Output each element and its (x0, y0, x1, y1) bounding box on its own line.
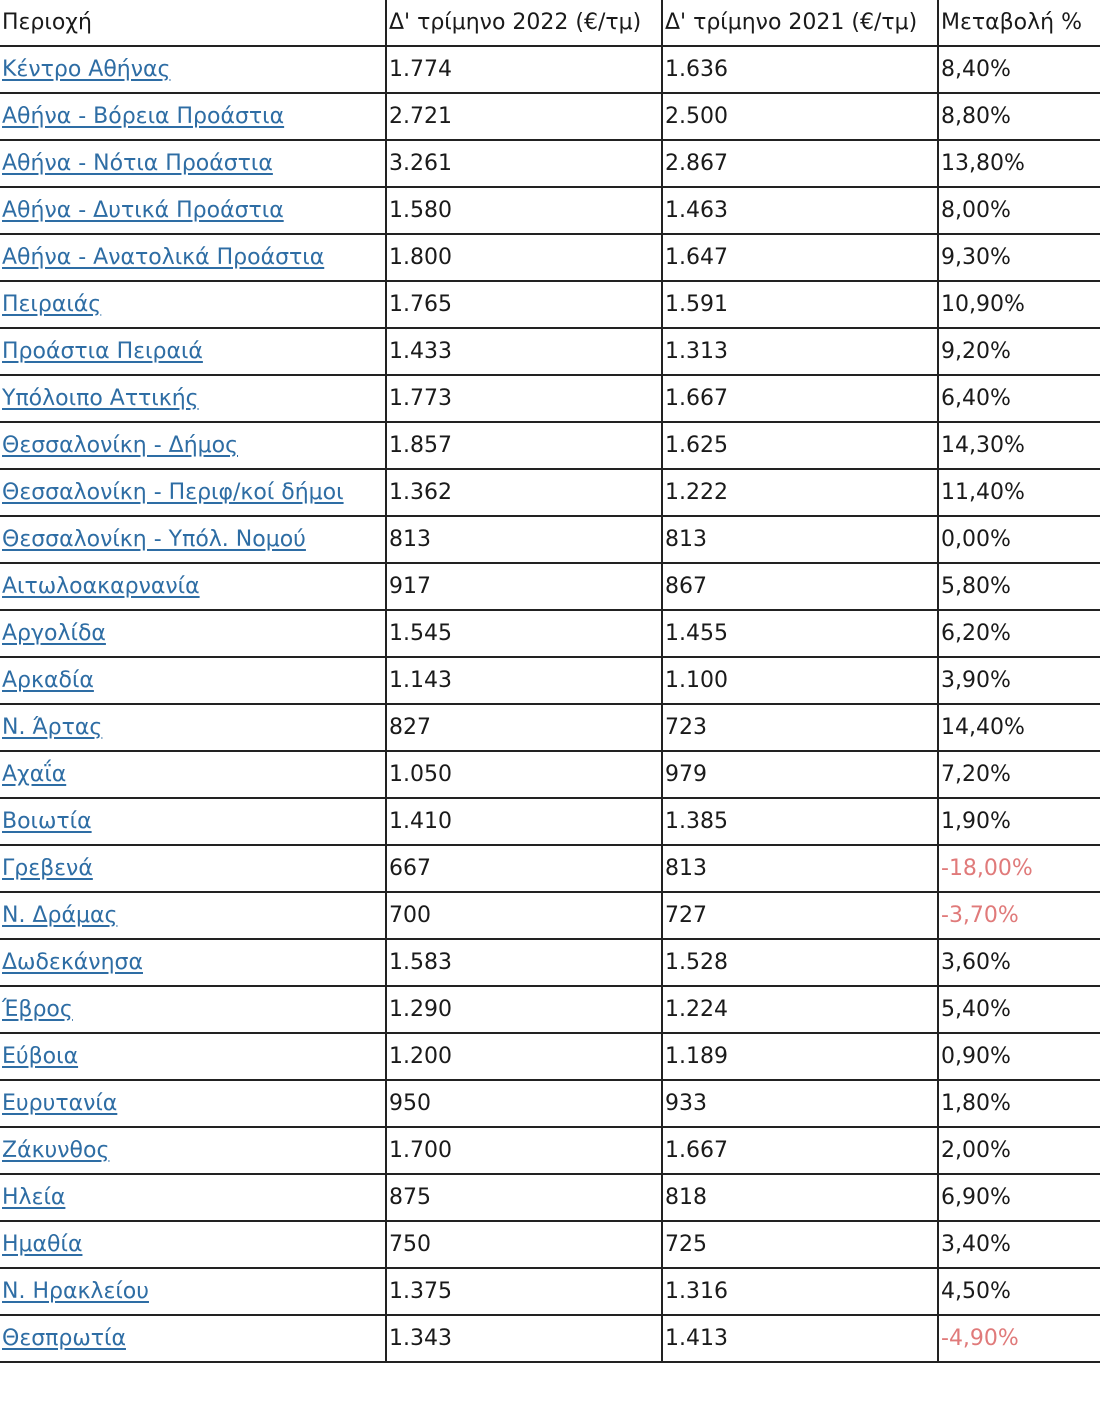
change-cell: 8,00% (938, 187, 1100, 234)
region-link[interactable]: Γρεβενά (2, 856, 93, 881)
table-row (0, 469, 1100, 516)
region-link[interactable]: Δωδεκάνησα (2, 950, 143, 975)
region-cell (0, 469, 386, 516)
header-q2021: Δ' τρίμηνο 2021 (€/τμ) (662, 0, 938, 46)
q2022-cell: 1.774 (386, 46, 662, 93)
region-cell (0, 1315, 386, 1362)
region-cell (0, 93, 386, 140)
q2021-cell: 1.463 (662, 187, 938, 234)
table-row (0, 187, 1100, 234)
header-row (0, 0, 1100, 46)
change-cell: 4,50% (938, 1268, 1100, 1315)
change-cell: 8,80% (938, 93, 1100, 140)
q2021-cell: 1.313 (662, 328, 938, 375)
region-link[interactable]: Προάστια Πειραιά (2, 339, 203, 364)
change-cell: 5,80% (938, 563, 1100, 610)
region-link[interactable]: Ν. Ηρακλείου (2, 1279, 149, 1304)
q2021-cell: 1.667 (662, 375, 938, 422)
table-row (0, 234, 1100, 281)
table-row (0, 657, 1100, 704)
change-cell: 6,20% (938, 610, 1100, 657)
table-row (0, 1268, 1100, 1315)
q2022-cell: 1.800 (386, 234, 662, 281)
q2021-cell: 1.647 (662, 234, 938, 281)
q2021-cell: 1.189 (662, 1033, 938, 1080)
table-row (0, 516, 1100, 563)
q2022-cell: 667 (386, 845, 662, 892)
region-cell (0, 1033, 386, 1080)
table-row (0, 704, 1100, 751)
region-cell (0, 187, 386, 234)
table-header (0, 0, 1100, 46)
q2022-cell: 1.375 (386, 1268, 662, 1315)
table-row (0, 140, 1100, 187)
region-cell (0, 939, 386, 986)
region-cell (0, 328, 386, 375)
table-row (0, 93, 1100, 140)
table-row (0, 1080, 1100, 1127)
table-row (0, 986, 1100, 1033)
region-link[interactable]: Θεσπρωτία (2, 1326, 126, 1351)
q2022-cell: 1.200 (386, 1033, 662, 1080)
region-cell (0, 1174, 386, 1221)
region-cell (0, 1080, 386, 1127)
region-link[interactable]: Ημαθία (2, 1232, 83, 1257)
q2022-cell: 700 (386, 892, 662, 939)
q2022-cell: 1.410 (386, 798, 662, 845)
table-row (0, 892, 1100, 939)
change-cell: 13,80% (938, 140, 1100, 187)
change-cell: 1,80% (938, 1080, 1100, 1127)
region-cell (0, 751, 386, 798)
change-cell: -18,00% (938, 845, 1100, 892)
region-cell (0, 281, 386, 328)
region-cell (0, 657, 386, 704)
q2021-cell: 1.528 (662, 939, 938, 986)
change-cell: 11,40% (938, 469, 1100, 516)
region-cell (0, 798, 386, 845)
q2021-cell: 813 (662, 516, 938, 563)
header-q2022: Δ' τρίμηνο 2022 (€/τμ) (386, 0, 662, 46)
q2021-cell: 1.385 (662, 798, 938, 845)
region-cell (0, 516, 386, 563)
change-cell: 6,40% (938, 375, 1100, 422)
q2022-cell: 1.773 (386, 375, 662, 422)
q2022-cell: 875 (386, 1174, 662, 1221)
change-cell: -4,90% (938, 1315, 1100, 1362)
region-link[interactable]: Θεσσαλονίκη - Υπόλ. Νομού (2, 527, 306, 552)
region-cell (0, 563, 386, 610)
q2021-cell: 1.222 (662, 469, 938, 516)
q2022-cell: 1.580 (386, 187, 662, 234)
q2022-cell: 1.343 (386, 1315, 662, 1362)
q2021-cell: 1.455 (662, 610, 938, 657)
region-cell (0, 1127, 386, 1174)
region-cell (0, 704, 386, 751)
q2021-cell: 979 (662, 751, 938, 798)
header-change: Μεταβολή % (938, 0, 1100, 46)
region-cell (0, 375, 386, 422)
change-cell: 8,40% (938, 46, 1100, 93)
q2021-cell: 1.625 (662, 422, 938, 469)
q2022-cell: 2.721 (386, 93, 662, 140)
q2021-cell: 1.591 (662, 281, 938, 328)
change-cell: 0,90% (938, 1033, 1100, 1080)
change-cell: 5,40% (938, 986, 1100, 1033)
region-link[interactable]: Θεσσαλονίκη - Περιφ/κοί δήμοι (2, 480, 344, 505)
table-row (0, 751, 1100, 798)
table-row (0, 610, 1100, 657)
q2022-cell: 1.433 (386, 328, 662, 375)
table-row (0, 563, 1100, 610)
change-cell: 0,00% (938, 516, 1100, 563)
q2021-cell: 725 (662, 1221, 938, 1268)
region-link[interactable]: Θεσσαλονίκη - Δήμος (2, 433, 239, 458)
table-row (0, 1174, 1100, 1221)
q2022-cell: 1.050 (386, 751, 662, 798)
q2021-cell: 1.100 (662, 657, 938, 704)
region-link[interactable]: Αθήνα - Δυτικά Προάστια (2, 198, 284, 223)
change-cell: 3,90% (938, 657, 1100, 704)
q2021-cell: 2.867 (662, 140, 938, 187)
q2022-cell: 1.362 (386, 469, 662, 516)
q2022-cell: 1.290 (386, 986, 662, 1033)
change-cell: 6,90% (938, 1174, 1100, 1221)
region-cell (0, 986, 386, 1033)
region-link[interactable]: Κέντρο Αθήνας (2, 57, 171, 82)
region-link[interactable]: Αιτωλοακαρνανία (2, 574, 200, 599)
q2021-cell: 723 (662, 704, 938, 751)
region-link[interactable]: Εύβοια (2, 1044, 79, 1069)
region-link[interactable]: Πειραιάς (2, 292, 102, 317)
q2021-cell: 1.636 (662, 46, 938, 93)
q2021-cell: 818 (662, 1174, 938, 1221)
region-cell (0, 234, 386, 281)
change-cell: 14,30% (938, 422, 1100, 469)
q2021-cell: 2.500 (662, 93, 938, 140)
q2022-cell: 917 (386, 563, 662, 610)
q2022-cell: 1.700 (386, 1127, 662, 1174)
q2021-cell: 727 (662, 892, 938, 939)
region-link[interactable]: Έβρος (2, 997, 73, 1022)
region-cell (0, 1268, 386, 1315)
region-link[interactable]: Ζάκυνθος (2, 1138, 110, 1163)
q2021-cell: 1.316 (662, 1268, 938, 1315)
header-region: Περιοχή (0, 0, 386, 46)
q2021-cell: 1.224 (662, 986, 938, 1033)
q2022-cell: 950 (386, 1080, 662, 1127)
table-row (0, 375, 1100, 422)
region-link[interactable]: Αργολίδα (2, 621, 106, 646)
region-link[interactable]: Βοιωτία (2, 809, 92, 834)
change-cell: 9,20% (938, 328, 1100, 375)
region-cell (0, 46, 386, 93)
region-cell (0, 422, 386, 469)
change-cell: 3,60% (938, 939, 1100, 986)
table-row (0, 939, 1100, 986)
q2022-cell: 3.261 (386, 140, 662, 187)
change-cell: 9,30% (938, 234, 1100, 281)
q2022-cell: 1.857 (386, 422, 662, 469)
region-link[interactable]: Αθήνα - Νότια Προάστια (2, 151, 273, 176)
table-row (0, 1315, 1100, 1362)
region-link[interactable]: Ν. Δράμας (2, 903, 118, 928)
region-link[interactable]: Ηλεία (2, 1185, 66, 1210)
q2022-cell: 1.143 (386, 657, 662, 704)
region-link[interactable]: Ν. Άρτας (2, 715, 103, 740)
table-row (0, 422, 1100, 469)
region-link[interactable]: Ευρυτανία (2, 1091, 118, 1116)
q2022-cell: 813 (386, 516, 662, 563)
table-row (0, 845, 1100, 892)
change-cell: 2,00% (938, 1127, 1100, 1174)
q2021-cell: 933 (662, 1080, 938, 1127)
table-row (0, 328, 1100, 375)
change-cell: 7,20% (938, 751, 1100, 798)
region-link[interactable]: Αρκαδία (2, 668, 94, 693)
table-row (0, 1221, 1100, 1268)
q2022-cell: 1.765 (386, 281, 662, 328)
q2021-cell: 813 (662, 845, 938, 892)
q2021-cell: 1.413 (662, 1315, 938, 1362)
table-row (0, 1033, 1100, 1080)
change-cell: -3,70% (938, 892, 1100, 939)
region-cell (0, 1221, 386, 1268)
region-cell (0, 140, 386, 187)
q2022-cell: 750 (386, 1221, 662, 1268)
region-link[interactable]: Υπόλοιπο Αττικής (2, 386, 199, 411)
q2021-cell: 867 (662, 563, 938, 610)
table-row (0, 1127, 1100, 1174)
table-row (0, 46, 1100, 93)
change-cell: 3,40% (938, 1221, 1100, 1268)
q2022-cell: 1.545 (386, 610, 662, 657)
table-row (0, 798, 1100, 845)
change-cell: 1,90% (938, 798, 1100, 845)
table-row (0, 281, 1100, 328)
table-body (0, 46, 1100, 1362)
region-link[interactable]: Αθήνα - Βόρεια Προάστια (2, 104, 285, 129)
region-cell (0, 892, 386, 939)
region-cell (0, 610, 386, 657)
region-link[interactable]: Αχαΐα (2, 762, 67, 787)
region-cell (0, 845, 386, 892)
change-cell: 14,40% (938, 704, 1100, 751)
region-link[interactable]: Αθήνα - Ανατολικά Προάστια (2, 245, 325, 270)
q2022-cell: 827 (386, 704, 662, 751)
q2021-cell: 1.667 (662, 1127, 938, 1174)
q2022-cell: 1.583 (386, 939, 662, 986)
change-cell: 10,90% (938, 281, 1100, 328)
